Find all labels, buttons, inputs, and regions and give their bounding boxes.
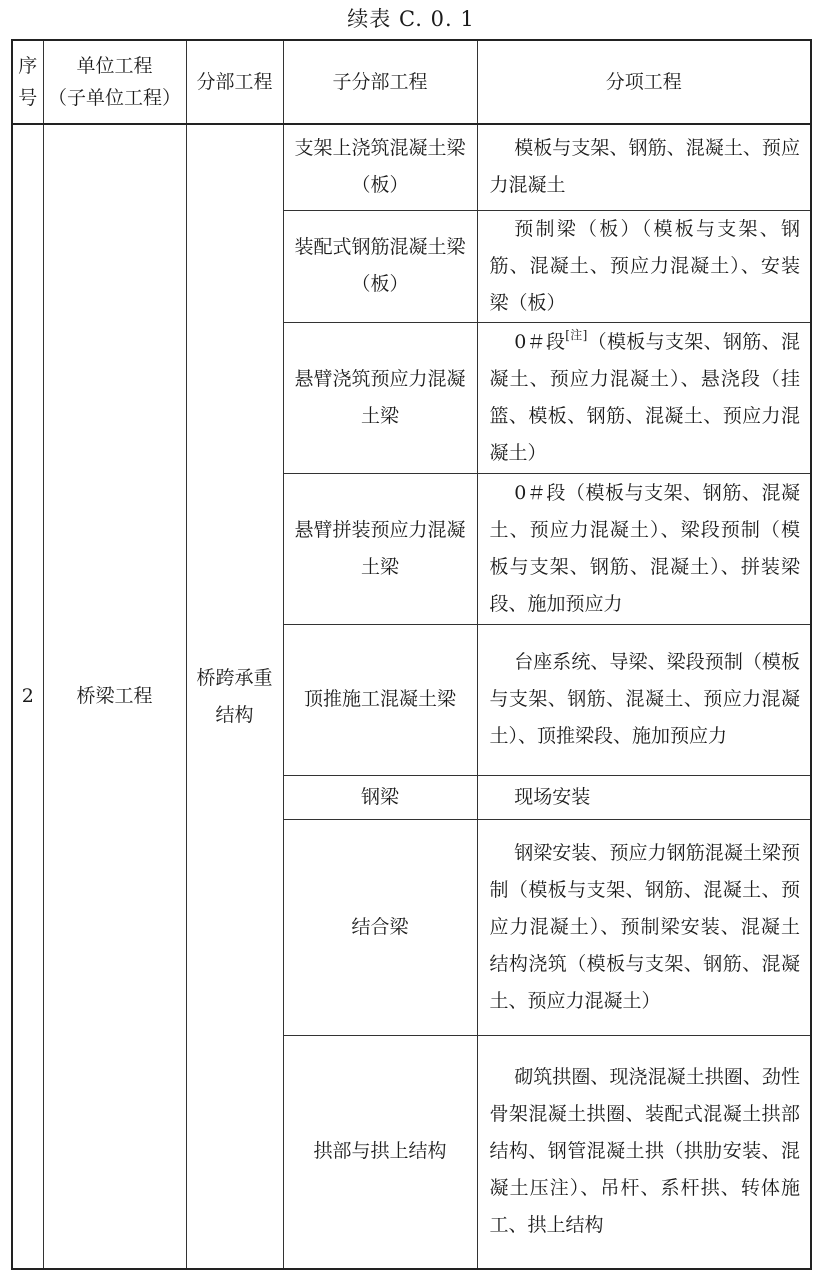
item-cell (477, 775, 811, 819)
subdivision-cell: 装配式钢筋混凝土梁（板） (283, 210, 477, 322)
note-marker: [注] (565, 327, 588, 342)
item-text: 模板与支架、钢筋、混凝土、预应力混凝土 (489, 137, 800, 197)
header-seq (12, 40, 43, 124)
header-division: 分部工程 (186, 40, 283, 124)
item-text: 现场安装 (514, 785, 591, 808)
item-cell (477, 322, 811, 473)
header-unit-line1: 单位工程 (76, 55, 153, 77)
item-text: 钢梁安装、预应力钢筋混凝土梁预制（模板与支架、钢筋、混凝土、预应力混凝土）、预制梁安装、混凝土结构浇筑（模板与支架、钢筋、混凝土、预应力混凝土） (489, 841, 800, 1012)
item-text (490, 324, 801, 472)
unit-cell: 桥梁工程 (43, 124, 186, 1269)
item-text: 预制梁（板）（模板与支架、钢筋、混凝土、预应力混凝土）、安装梁（板） (489, 217, 800, 314)
item-text-prefix: 0＃段 (514, 330, 566, 353)
subdivision-table (11, 39, 812, 1270)
header-seq-line2: 号 (18, 87, 38, 109)
header-row (12, 40, 811, 124)
subdivision-cell: 支架上浇筑混凝土梁（板） (283, 124, 477, 210)
item-cell (477, 819, 811, 1035)
table-title: 续表 C. 0. 1 (347, 7, 475, 31)
subdivision-cell: 拱部与拱上结构 (283, 1035, 477, 1269)
subdivision-cell: 结合梁 (283, 819, 477, 1035)
item-text-rest: （模板与支架、钢筋、混凝土、预应力混凝土）、悬浇段（挂篮、模板、钢筋、混凝土、预应力混凝土） (489, 330, 800, 464)
header-subdivision: 子分部工程 (283, 40, 477, 124)
subdivision-cell: 悬臂浇筑预应力混凝土梁 (283, 322, 477, 473)
item-text: 台座系统、导梁、梁段预制（模板与支架、钢筋、混凝土、预应力混凝土）、顶推梁段、施加预应力 (489, 651, 800, 747)
item-text: 砌筑拱圈、现浇混凝土拱圈、劲性骨架混凝土拱圈、装配式混凝土拱部结构、钢管混凝土拱（拱肋安装、混凝土压注）、吊杆、系杆拱、转体施工、拱上结构 (489, 1066, 800, 1237)
division-cell: 桥跨承重结构 (186, 124, 283, 1269)
item-cell (477, 124, 811, 210)
header-unit-line2: （子单位工程） (47, 87, 181, 109)
header-unit (43, 40, 186, 124)
header-seq-line1: 序 (18, 55, 38, 77)
header-item: 分项工程 (477, 40, 811, 124)
subdivision-cell: 悬臂拼装预应力混凝土梁 (283, 473, 477, 624)
item-cell (477, 624, 811, 775)
item-cell (477, 473, 811, 624)
subdivision-cell: 钢梁 (283, 775, 477, 819)
subdivision-cell: 顶推施工混凝土梁 (283, 624, 477, 775)
seq-cell: 2 (12, 124, 43, 1269)
table-row (12, 124, 811, 210)
item-cell (477, 210, 811, 322)
item-cell (477, 1035, 811, 1269)
item-text: 0＃段（模板与支架、钢筋、混凝土、预应力混凝土）、梁段预制（模板与支架、钢筋、混凝土）、拼装梁段、施加预应力 (489, 481, 800, 615)
